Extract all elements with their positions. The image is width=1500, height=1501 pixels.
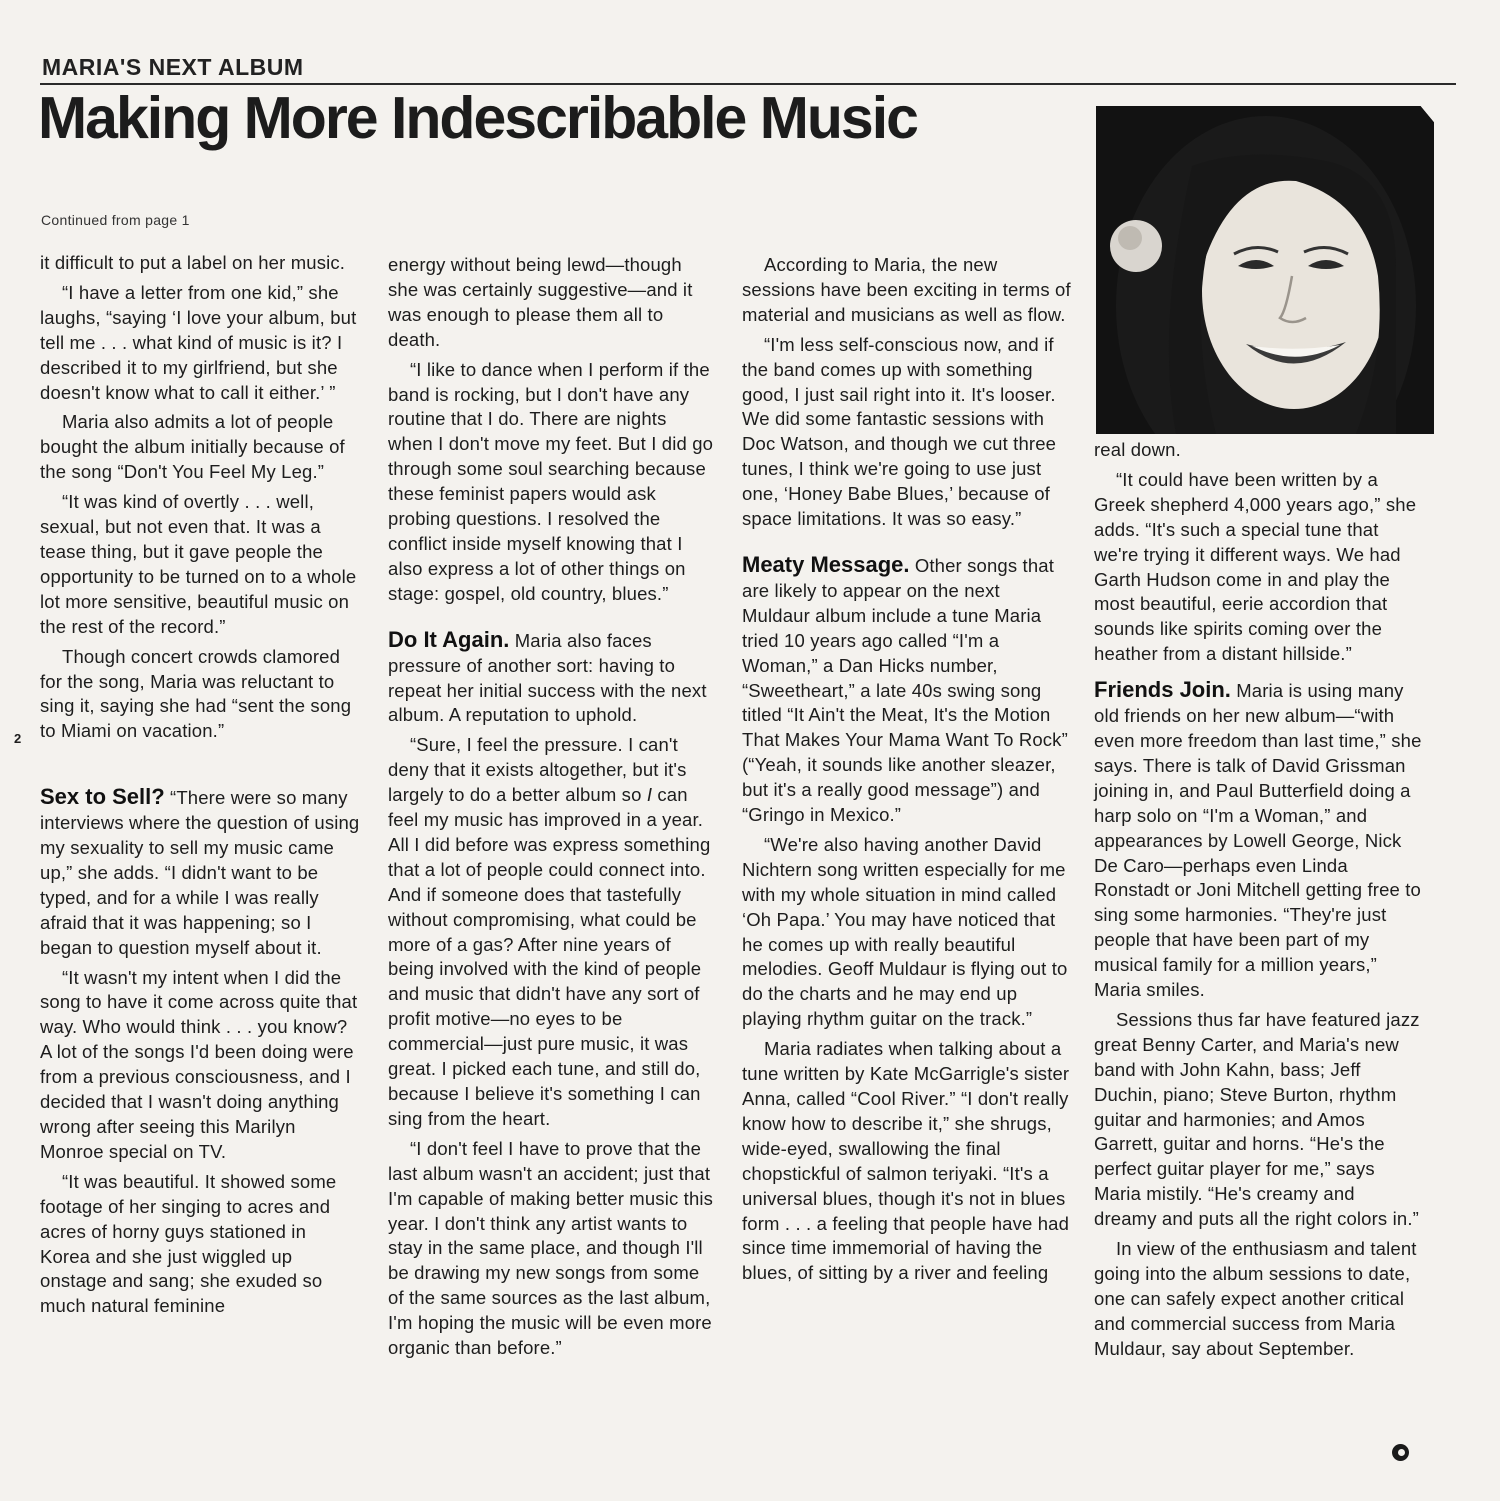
paragraph: real down. [1094, 439, 1181, 460]
article-headline: Making More Indescribable Music [38, 85, 917, 151]
portrait-photo [1096, 106, 1434, 434]
subheading: Do It Again. [388, 626, 510, 652]
page-number: 2 [14, 731, 22, 746]
paragraph: Sessions thus far have featured jazz great Benny Carter, and Maria's new band with John Kahn, bass; Jeff Duchin, piano; Steve Burton, rhythm guitar and harmonies; and Amos Garrett, guitar and horns. “He's the perfect guitar player for me,” says Maria mistily. “He's creamy and dreamy and puts all the right colors in.” [1094, 1008, 1420, 1230]
paragraph: Maria also admits a lot of people bought the album initially because of the song “Don't You Feel My Leg.” [40, 411, 345, 483]
continued-note: Continued from page 1 [41, 212, 190, 228]
paragraph: “I like to dance when I perform if the band is rocking, but I don't have any routine that I do. There are nights when I don't move my feet. But I did go through some soul searching because these feminist papers would ask probing questions. I resolved the conflict inside myself knowing that I also express a lot of other things on stage: gospel, old country, blues.” [388, 358, 714, 604]
spacer [40, 749, 360, 785]
paragraph-text: Other songs that are likely to appear on the next Muldaur album include a tune Maria tried 10 years ago called “I'm a Woman,” a Dan Hicks number, “Sweetheart,” a late 40s swing song titled “It Ain't the Meat, It's the Motion That Makes Your Mama Want To Rock” (“Yeah, it sounds like another sleazer, but it's a really good message”) and “Gringo in Mexico.” [742, 554, 1068, 826]
spacer [388, 612, 714, 628]
article-column-1 [40, 251, 360, 1324]
paragraph: “It was kind of overtly . . . well, sexual, but not even that. It was a tease thing, but it gave people the opportunity to be turned on to a whole lot more sensitive, beautiful music on the rest of the record.” [40, 491, 357, 637]
paragraph: Though concert crowds clamored for the song, Maria was reluctant to sing it, saying she had “sent the song to Miami on vacation.” [40, 645, 352, 742]
paragraph: “I don't feel I have to prove that the last album wasn't an accident; just that I'm capable of making better music this year. I don't think any artist wants to stay in the same place, and though I'll be drawing my new songs from some of the same sources as the last album, I'm hoping the music will be even more organic than before.” [388, 1137, 714, 1359]
paragraph: Maria radiates when talking about a tune written by Kate McGarrigle's sister Anna, called “Cool River.” “I don't really know how to describe it,” she shrugs, wide-eyed, swallowing the final chopstickful of salmon teriyaki. “It's a universal blues, though it's not in blues form . . . a feeling that people have had since time immemorial of having the blues, of sitting by a river and feeling [742, 1038, 1070, 1284]
article-column-3 [742, 253, 1072, 1291]
paragraph: “It wasn't my intent when I did the song to have it come across quite that way. Who would think . . . you know? A lot of the songs I'd been doing were from a previous consciousness, and I decided that I wasn't doing anything wrong after seeing this Marilyn Monroe special on TV. [40, 966, 358, 1162]
subheading: Sex to Sell? [40, 784, 165, 810]
paragraph-text: “Sure, I feel the pressure. I can't deny that it exists altogether, but it's largely to do a better album so [388, 734, 687, 806]
spacer [742, 537, 1072, 553]
paragraph: it difficult to put a label on her music. [40, 252, 346, 273]
article-column-4 [1094, 438, 1422, 1367]
paragraph [1094, 678, 1422, 1003]
paragraph-text: Maria also faces pressure of another sort: having to repeat her initial success with the next album. A reputation to uphold. [388, 629, 707, 726]
subheading: Meaty Message. [742, 551, 910, 577]
paragraph-text: Maria is using many old friends on her new album—“with even more freedom than last time,” she says. There is talk of David Grissman joining in, and Paul Butterfield doing a harp solo on “I'm a Woman,” and appearances by Lowell George, Nick De Caro—perhaps even Linda Ronstadt or Joni Mitchell getting free to sing some harmonies. “They're just people that have been part of my musical family for a million years,” Maria smiles. [1094, 680, 1422, 1001]
end-of-article-mark-icon [1392, 1444, 1409, 1461]
paragraph [40, 785, 360, 960]
paragraph: “It was beautiful. It showed some footage of her singing to acres and acres of horny guys stationed in Korea and she just wiggled up onstage and sang; she exuded so much natural feminine [40, 1170, 337, 1317]
paragraph: According to Maria, the new sessions have been exciting in terms of material and musicians as well as flow. [742, 254, 1071, 325]
paragraph: In view of the enthusiasm and talent going into the album sessions to date, one can safely expect another critical and commercial success from Maria Muldaur, say about September. [1094, 1238, 1417, 1359]
portrait-photo-icon [1096, 106, 1434, 434]
paragraph [388, 733, 714, 1132]
paragraph: “I have a letter from one kid,” she laughs, “saying ‘I love your album, but tell me . . . what kind of music is it? I described it to my girlfriend, but she doesn't know what to call it either.’ ” [40, 281, 357, 403]
paragraph: “We're also having another David Nichtern song written especially for me with my whole situation in mind called ‘Oh Papa.’ You may have noticed that he comes up with really beautiful melodies. Geoff Muldaur is flying out to do the charts and he may end up playing rhythm guitar on the track.” [742, 833, 1068, 1030]
paragraph: energy without being lewd—though she was certainly suggestive—and it was enough to please them all to death. [388, 254, 693, 350]
article-column-2 [388, 253, 714, 1366]
paragraph [388, 628, 714, 729]
subheading: Friends Join. [1094, 677, 1231, 703]
paragraph: “I'm less self-conscious now, and if the band comes up with something good, I just sail right into it. It's looser. We did some fantastic sessions with Doc Watson, and though we cut three tunes, I think we're going to use just one, ‘Honey Babe Blues,’ because of space limitations. It was so easy.” [742, 333, 1057, 530]
paragraph [742, 553, 1072, 828]
paragraph-text: can feel my music has improved in a year. All I did before was express something that a lot of people could connect into. And if someone does that tastefully without compromising, what could be more of a gas? After nine years of being involved with the kind of people and music that didn't have any sort of profit motive—no eyes to be commercial—just pure music, it was great. I picked each tune, and still do, because I believe it's something I can sing from the heart. [388, 784, 711, 1129]
section-kicker: MARIA'S NEXT ALBUM [42, 54, 304, 80]
paragraph: “It could have been written by a Greek shepherd 4,000 years ago,” she adds. “It's such a special tune that we're trying it different ways. We had Garth Hudson come in and play the most beautiful, eerie accordion that sounds like spirits coming over the heather from a distant hillside.” [1094, 468, 1417, 665]
paragraph-text: “There were so many interviews where the question of using my sexuality to sell my music came up,” she adds. “I didn't want to be typed, and for a while I was really afraid that it was happening; so I began to question myself about it. [40, 787, 360, 958]
italic-text: I [646, 784, 653, 806]
